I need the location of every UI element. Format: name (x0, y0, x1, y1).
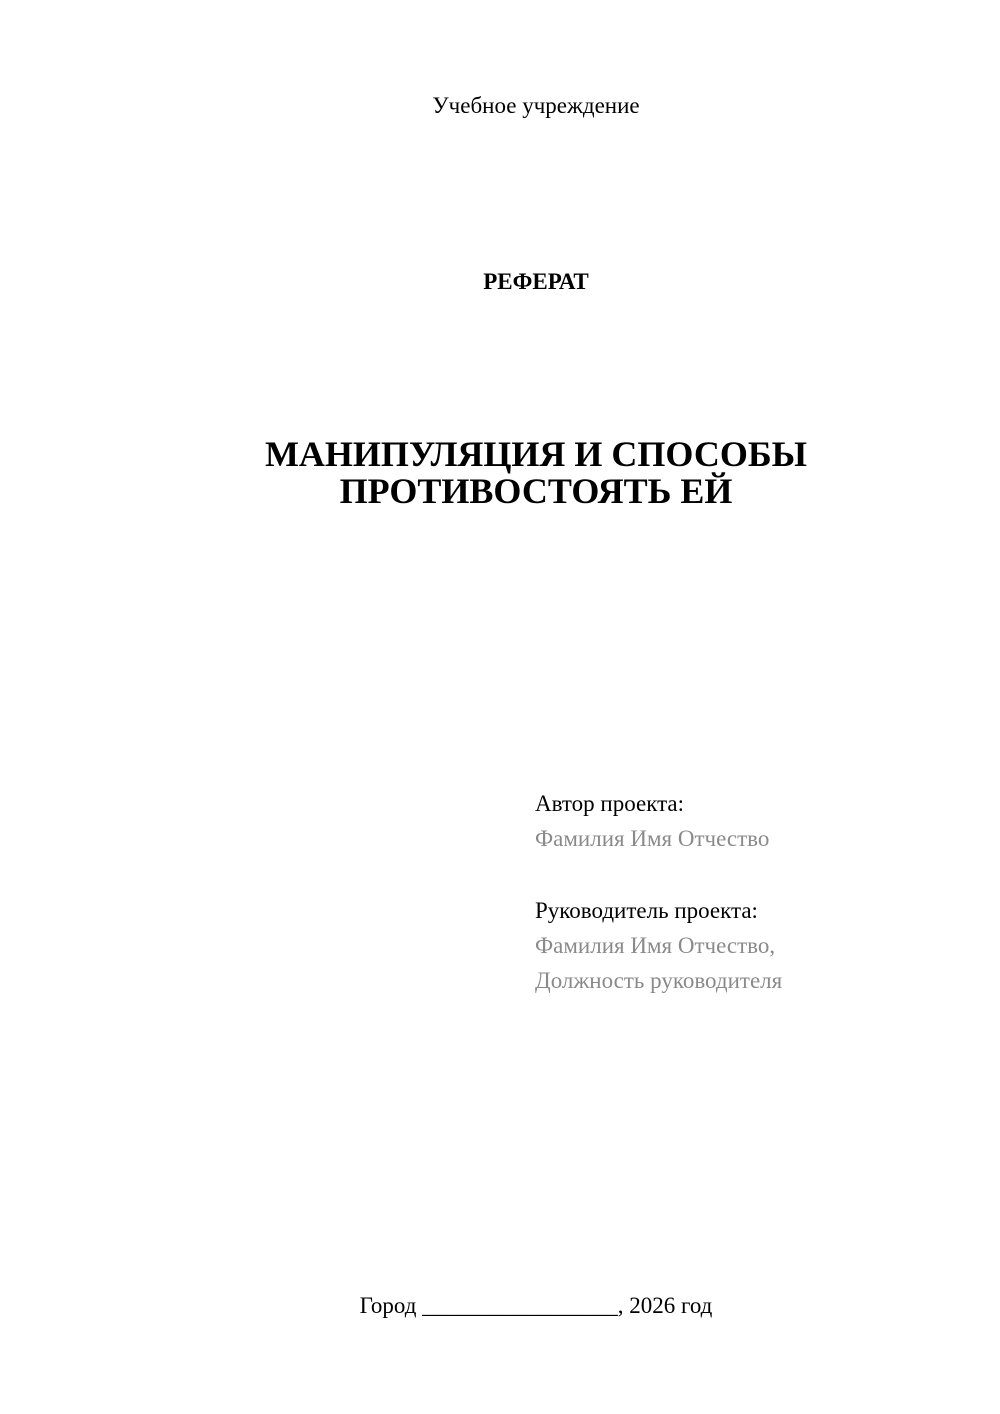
author-name: Фамилия Имя Отчество (535, 826, 770, 851)
supervisor-name: Фамилия Имя Отчество, (535, 933, 776, 958)
title-line-1: МАНИПУЛЯЦИЯ И СПОСОБЫ (264, 434, 808, 474)
city-label: Город (359, 1293, 417, 1318)
institution-name: Учебное учреждение (432, 93, 640, 118)
city-blank: _________________ (422, 1293, 618, 1318)
footer-city-year (0, 1292, 1000, 1320)
author-block (535, 786, 769, 856)
author-label: Автор проекта: (535, 791, 684, 816)
supervisor-position: Должность руководителя (535, 968, 783, 993)
year-text: , 2026 год (617, 1293, 713, 1318)
document-title (200, 436, 872, 510)
title-line-2: ПРОТИВОСТОЯТЬ ЕЙ (339, 471, 733, 511)
supervisor-block (535, 893, 782, 998)
supervisor-label: Руководитель проекта: (535, 898, 758, 923)
document-type: РЕФЕРАТ (483, 269, 589, 294)
